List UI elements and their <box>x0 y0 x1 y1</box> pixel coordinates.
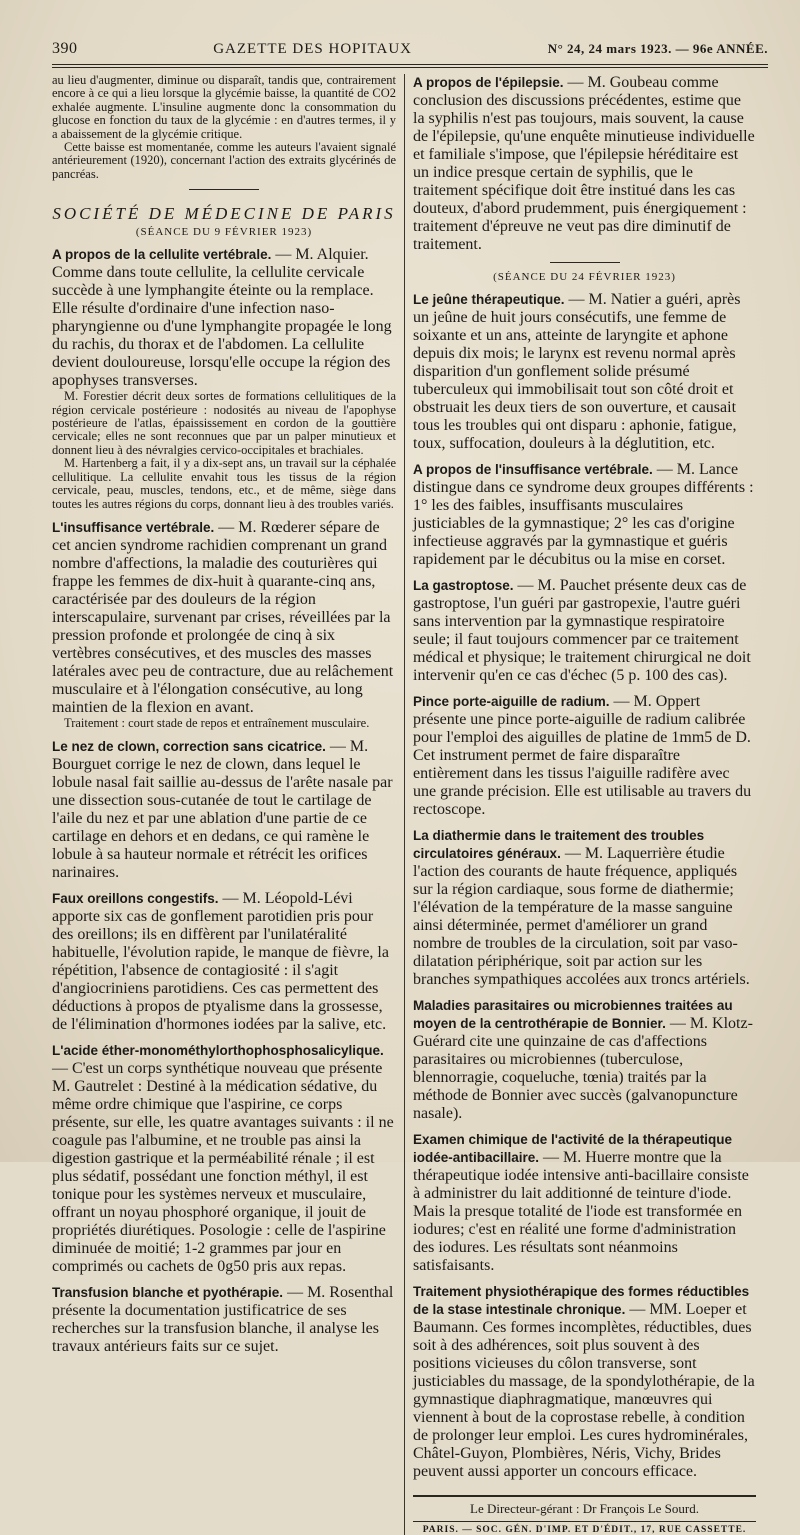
article-text: — M. Natier a guéri, après un jeûne de huit jours consécutifs, une femme de soixante et un ans, atteinte de laryngite et aphone depuis dix mois; le larynx est revenu normal après disparition d'un gonflement solide présumé tuberculeux qui immobilisait tout son côté droit et obstruait les deux tiers de son ouverture, et causait tous les troubles qui ont disparu : aphonie, fatigue, toux, suffocation, douleurs à la déglutition, etc. <box>413 291 741 452</box>
article-entry <box>413 577 756 685</box>
columns <box>52 74 768 1535</box>
article-text: — M. Huerre montre que la thérapeutique iodée intensive anti-bacillaire consiste à administrer du lait additionné de teinture d'iode. Mais la presque totalité de l'iode est transformée en iodures; c'est en réalité une forme d'administration des iodures. Les résultats sont néanmoins satisfaisants. <box>413 1149 749 1274</box>
article-entry <box>413 74 756 254</box>
article-text: — M. Pauchet présente deux cas de gastroptose, l'un guéri par gastropexie, l'autre guéri sans intervention par la gymnastique respiratoire seule; il faut toujours commencer par ce traitement médical et physique; le traitement chirurgical ne doit intervenir qu'en ce cas d'échec (5 p. 100 des cas). <box>413 577 751 684</box>
paragraph: M. Hartenberg a fait, il y a dix-sept ans, un travail sur la céphalée cellulitique. La cellulite envahit tous les tissus de la région cervicale, peau, muscles, tendons, etc., et de même, siège dans toutes les autres régions du corps, donnant lieu à des troubles variés. <box>52 456 396 511</box>
article-title: A propos de la cellulite vertébrale. <box>52 247 272 263</box>
journal-title: GAZETTE DES HOPITAUX <box>213 41 412 57</box>
left-column <box>52 74 404 1535</box>
article-entry <box>413 827 756 989</box>
session-date: (SÉANCE DU 9 FÉVRIER 1923) <box>135 226 313 239</box>
article-title: Le jeûne thérapeutique. <box>413 292 565 307</box>
article-entry <box>413 1283 756 1481</box>
divider <box>550 262 620 263</box>
article-text: — M. Goubeau comme conclusion des discussions précédentes, estime que la syphilis n'est pas toujours, mais souvent, la cause de l'épilepsie, qu'une enquête minutieuse individuelle et familiale s'impose, que l'épilepsie héréditaire est un indice presque certain de syphilis, que le traitement spécifique doit être institué dans les cas douteux, d'abord prudemment, puis énergiquement : traitement d'épreuve ne veut pas dire diminutif de traitement. <box>413 74 755 253</box>
article-text: — C'est un corps synthétique nouveau que présente M. Gautrelet : Destiné à la médication sédative, du même ordre chimique que l'aspirine, ce corps présente, sur elle, les quatre avantages suivants : il ne coagule pas l'albumine, et ne trouble pas ainsi la digestion gastrique et la perméabilité rénale ; il est plus sédatif, possédant une fonction méthyl, il est tonique pour les systèmes nerveux et musculaire, offrant un noyau phosphoré organique, il jouit de propriétés diurétiques. Posologie : celle de l'aspirine diminuée de moitié; 1-2 grammes par jour en comprimés ou cachets de 0g50 pris aux repas. <box>52 1060 394 1276</box>
issue-info: N° 24, 24 mars 1923. — 96e ANNÉE. <box>547 41 768 56</box>
article-entry <box>413 1131 756 1275</box>
page-number: 390 <box>52 40 78 57</box>
article-title: La gastroptose. <box>413 578 514 593</box>
session-date: (SÉANCE DU 24 FÉVRIER 1923) <box>493 271 676 283</box>
article-title: A propos de l'épilepsie. <box>413 75 564 90</box>
article-entry <box>413 693 756 819</box>
article-title: Maladies parasitaires ou microbiennes traitées au moyen de la centrothérapie de Bonnier. <box>413 998 733 1031</box>
header-rule <box>52 64 768 68</box>
article-title: Traitement physiothérapique des formes réductibles de la stase intestinale chronique. <box>413 1284 750 1317</box>
article-text: — M. Rœderer sépare de cet ancien syndrome rachidien comprenant un grand nombre d'affections, la maladie des couturières qui frappe les femmes de dix-huit à quarante-cinq ans, caractérisée par des douleurs de la région interscapulaire, survenant par crises, réveillées par la pression profonde et prolongée de cinq à six vertèbres consécutives, et des muscles des masses latérales avec peu de contracture, due au relâchement musculaire et à l'élongation consécutive, au long maintien de la flexion en avant. <box>52 518 394 716</box>
article-text: — M. Bourguet corrige le nez de clown, dans lequel le lobule nasal fait saillie au-dessus de l'arête nasale par une dissection sous-cutanée de tout le cartilage de l'aile du nez et par une ablation d'une partie de ce cartilage en dehors et en dedans, ce qui ramène le lobule à sa hauteur normale et rétrécit les orifices narinaires. <box>52 738 393 882</box>
paragraph: Cette baisse est momentanée, comme les auteurs l'avaient signalé antérieurement (1920), concernant l'action des extraits glycérinés de pancréas. <box>52 140 396 181</box>
article-text: — M. Léopold-Lévi apporte six cas de gonflement parotidien pris pour des oreillons; ils en diffèrent par l'unilatéralité habituelle, l'évolution rapide, le manque de fièvre, la répétition, l'absence de contagiosité : il s'agit d'angiocriniens parotidiens. Ces cas permettent des déductions à propos de ptyalisme dans la grossesse, de l'élimination d'hormones iodées par la salive, etc. <box>52 890 389 1034</box>
article-entry <box>413 291 756 453</box>
article-text: — M. Rosenthal présente la documentation justificatrice de ses recherches sur la transfusion blanche, il analyse les travaux antérieurs faits sur ce sujet. <box>52 1284 394 1356</box>
article-entry <box>52 519 396 730</box>
article-entry <box>52 738 396 882</box>
paragraph: M. Forestier décrit deux sortes de formations cellulitiques de la région cervicale postérieure : nodosités au niveau de l'apophyse postérieure de l'atlas, épaississement en cordon de la gouttière cervicale; elles ne sont reconnues que par un palper minutieux et donnent lieu à des névralgies cervico-occipitales et brachiales. <box>52 389 396 457</box>
article-text: — MM. Loeper et Baumann. Ces formes incomplètes, réductibles, dues soit à des adhérences, soit plus souvent à des positions vicieuses du côlon transverse, sont justiciables du massage, de la spondylothérapie, de la gymnastique diaphragmatique, manœuvres qui viennent à bout de la coprostase rebelle, à condition de prolonger leur emploi. Les cures hydrominérales, Châtel-Guyon, Plombières, Néris, Vichy, Brides peuvent aussi apporter un concours efficace. <box>413 1301 755 1480</box>
article-entry <box>413 997 756 1123</box>
article-entry <box>52 1042 396 1276</box>
article-title: Faux oreillons congestifs. <box>52 891 219 907</box>
article-text: — M. Klotz-Guérard cite une quinzaine de cas d'affections parasitaires ou microbiennes (tuberculose, blennorragie, coqueluche, tœnia) traités par la méthode de Bonnier avec succès (galvanopuncture nasale). <box>413 1015 753 1122</box>
article-entry <box>413 461 756 569</box>
printer-imprint: PARIS. — SOC. GÉN. D'IMP. ET D'ÉDIT., 17, RUE CASSETTE. <box>413 1521 756 1535</box>
article-title: L'insuffisance vertébrale. <box>52 519 215 535</box>
article-text: — M. Laquerrière étudie l'action des courants de haute fréquence, appliqués sur la région cardiaque, sous forme de diathermie; l'élévation de la température de la masse sanguine ainsi déterminée, permet d'améliorer un grand nombre de troubles de la circulation, soit par vaso-dilatation périphérique, soit par action sur les branches sympathiques accolées aux troncs artériels. <box>413 845 750 988</box>
article-title: A propos de l'insuffisance vertébrale. <box>413 462 653 477</box>
article-title: Pince porte-aiguille de radium. <box>413 694 610 709</box>
article-title: Examen chimique de l'activité de la thérapeutique iodée-antibacillaire. <box>413 1132 733 1165</box>
article-entry <box>52 246 396 511</box>
page-header <box>52 40 768 62</box>
paragraph: au lieu d'augmenter, diminue ou disparaît, tandis que, contrairement encore à ce qui a lieu lorsque la glycémie baisse, la quantité de CO2 exhalée augmente. L'insuline augmente donc la consommation du glucose en fonction du taux de la glycémie : en d'autres termes, il y a abaissement de la glycémie critique. <box>52 73 396 141</box>
article-text: — M. Alquier. Comme dans toute cellulite, la cellulite cervicale succède à une lymphangite éteinte ou la remplace. Elle résulte d'ordinaire d'une infection naso-pharyngienne ou d'une lymphangite propagée le long du rachis, du thorax et de l'abdomen. La cellulite devient douloureuse, lorsqu'elle occupe la région des apophyses transverses. <box>52 246 392 390</box>
right-column <box>404 74 756 1535</box>
article-title: Transfusion blanche et pyothérapie. <box>52 1285 284 1301</box>
article-text: — M. Lance distingue dans ce syndrome deux groupes différents : 1° les des faibles, insuffisants musculaires justiciables de la gymnastique; 2° les cas d'origine infectieuse aggravés par la gymnastique et guéris rapidement par le décubitus ou la mise en corset. <box>413 461 754 568</box>
article-title: L'acide éther-monométhylorthophosphosalicylique. <box>52 1043 384 1059</box>
article-title: Le nez de clown, correction sans cicatrice. <box>52 739 326 755</box>
article-entry <box>52 1284 396 1356</box>
article-text: — M. Oppert présente une pince porte-aiguille de radium calibrée pour l'emploi des aiguilles de platine de 1mm5 de D. Cet instrument permet de faire disparaître entièrement dans les tissus l'aiguille radifère avec une grande précision. Elle est utilisable au travers du rectoscope. <box>413 693 752 818</box>
section-title: SOCIÉTÉ DE MÉDECINE DE PARIS <box>52 204 396 224</box>
signature-rule <box>413 1495 756 1497</box>
divider <box>189 189 259 190</box>
paragraph: Traitement : court stade de repos et entraînement musculaire. <box>64 715 370 730</box>
article-entry <box>52 890 396 1034</box>
article-title: La diathermie dans le traitement des troubles circulatoires généraux. <box>413 828 705 861</box>
director-signature: Le Directeur-gérant : Dr François Le Sourd. <box>470 1501 699 1516</box>
